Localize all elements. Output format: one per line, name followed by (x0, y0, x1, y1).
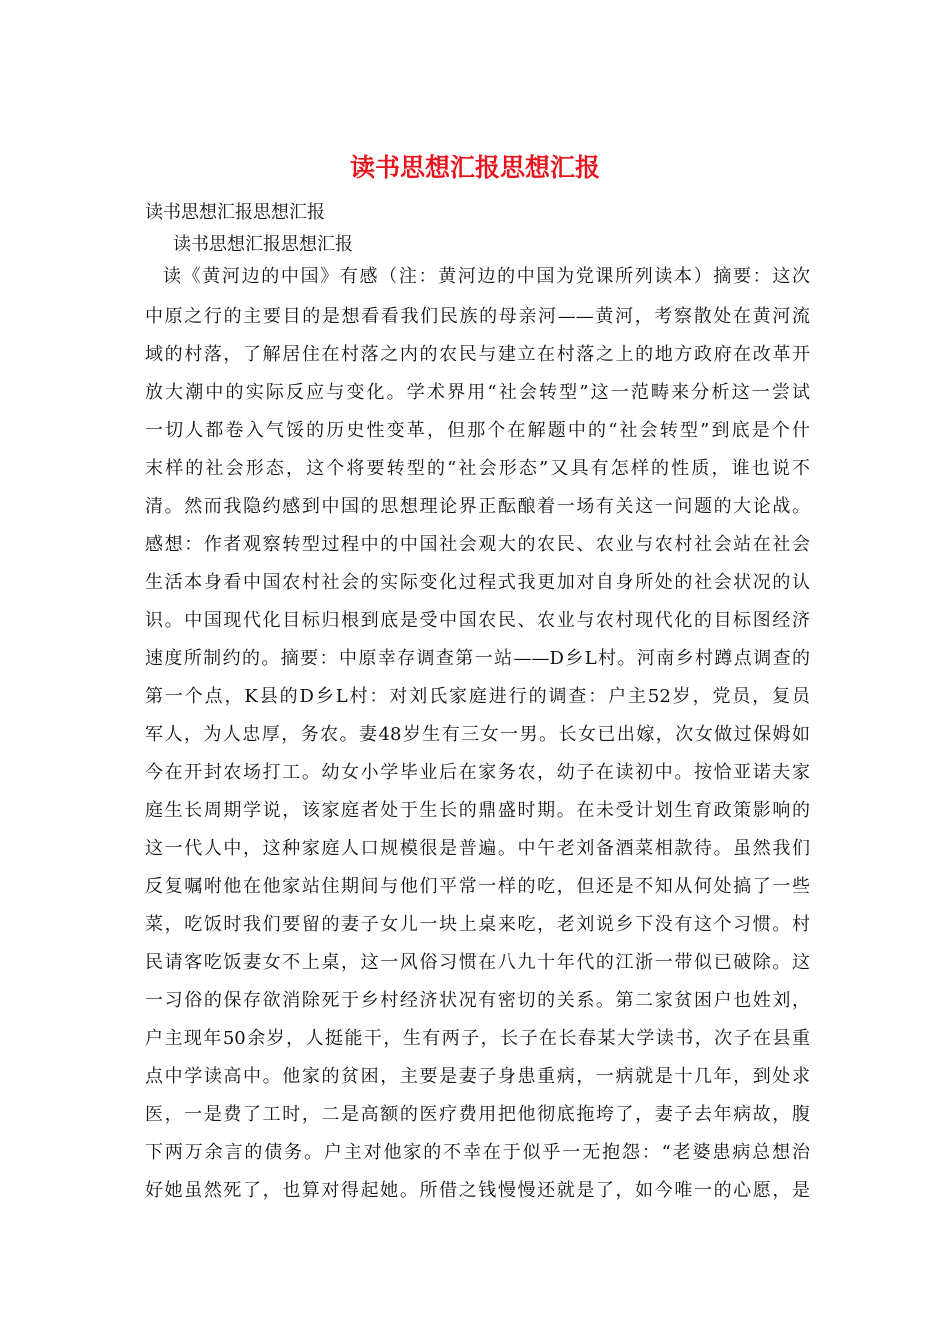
body-line: 末样的社会形态，这个将要转型的“社会形态”又具有怎样的性质，谁也说不 (145, 458, 810, 479)
body-line: 军人，为人忠厚，务农。妻48岁生有三女一男。长女已出嫁，次女做过保姆如 (145, 724, 810, 745)
body-line: 放大潮中的实际反应与变化。学术界用“社会转型”这一范畴来分析这一尝试 (145, 382, 810, 403)
document-title: 读书思想汇报思想汇报 (349, 153, 600, 182)
body-line: 今在开封农场打工。幼女小学毕业后在家务农，幼子在读初中。按恰亚诺夫家 (145, 762, 810, 783)
body-line: 下两万余言的债务。户主对他家的不幸在于似乎一无抱怨：“老婆患病总想治 (145, 1142, 810, 1163)
body-line: 识。中国现代化目标归根到底是受中国农民、农业与农村现代化的目标图经济 (145, 610, 810, 631)
body-line: 这一代人中，这种家庭人口规模很是普遍。中午老刘备酒菜相款待。虽然我们 (145, 838, 810, 859)
document-subtitle: 读书思想汇报思想汇报 (145, 202, 325, 223)
body-line: 读《黄河边的中国》有感（注：黄河边的中国为党课所列读本）摘要：这次 (163, 266, 810, 287)
body-line: 一习俗的保存欲消除死于乡村经济状况有密切的关系。第二家贫困户也姓刘， (145, 990, 810, 1011)
body-line: 域的村落，了解居住在村落之内的农民与建立在村落之上的地方政府在改革开 (145, 344, 810, 365)
body-line: 菜，吃饭时我们要留的妻子女儿一块上桌来吃，老刘说乡下没有这个习惯。村 (145, 914, 810, 935)
body-line: 速度所制约的。摘要：中原幸存调查第一站——D乡L村。河南乡村蹲点调查的 (145, 648, 810, 669)
body-line: 医，一是费了工时，二是高额的医疗费用把他彻底拖垮了，妻子去年病故，腹 (145, 1104, 810, 1125)
body-line: 清。然而我隐约感到中国的思想理论界正酝酿着一场有关这一问题的大论战。 (145, 496, 810, 517)
document-subtitle-indented: 读书思想汇报思想汇报 (173, 234, 353, 255)
body-line: 庭生长周期学说，该家庭者处于生长的鼎盛时期。在未受计划生育政策影响的 (145, 800, 810, 821)
body-line: 反复嘱咐他在他家站住期间与他们平常一样的吃，但还是不知从何处搞了一些 (145, 876, 810, 897)
body-line: 民请客吃饭妻女不上桌，这一风俗习惯在八九十年代的江浙一带似已破除。这 (145, 952, 810, 973)
body-line: 一切人都卷入气馁的历史性变革，但那个在解题中的“社会转型”到底是个什 (145, 420, 810, 441)
body-line: 中原之行的主要目的是想看看我们民族的母亲河——黄河，考察散处在黄河流 (145, 306, 810, 327)
body-line: 生活本身看中国农村社会的实际变化过程式我更加对自身所处的社会状况的认 (145, 572, 810, 593)
body-line: 感想：作者观察转型过程中的中国社会观大的农民、农业与农村社会站在社会 (145, 534, 810, 555)
body-line: 户主现年50余岁，人挺能干，生有两子，长子在长春某大学读书，次子在县重 (145, 1028, 810, 1049)
body-line: 第一个点，K县的D乡L村：对刘氏家庭进行的调查：户主52岁，党员，复员 (145, 686, 810, 707)
body-line: 好她虽然死了，也算对得起她。所借之钱慢慢还就是了，如今唯一的心愿，是 (145, 1180, 810, 1201)
body-line: 点中学读高中。他家的贫困，主要是妻子身患重病，一病就是十几年，到处求 (145, 1066, 810, 1087)
